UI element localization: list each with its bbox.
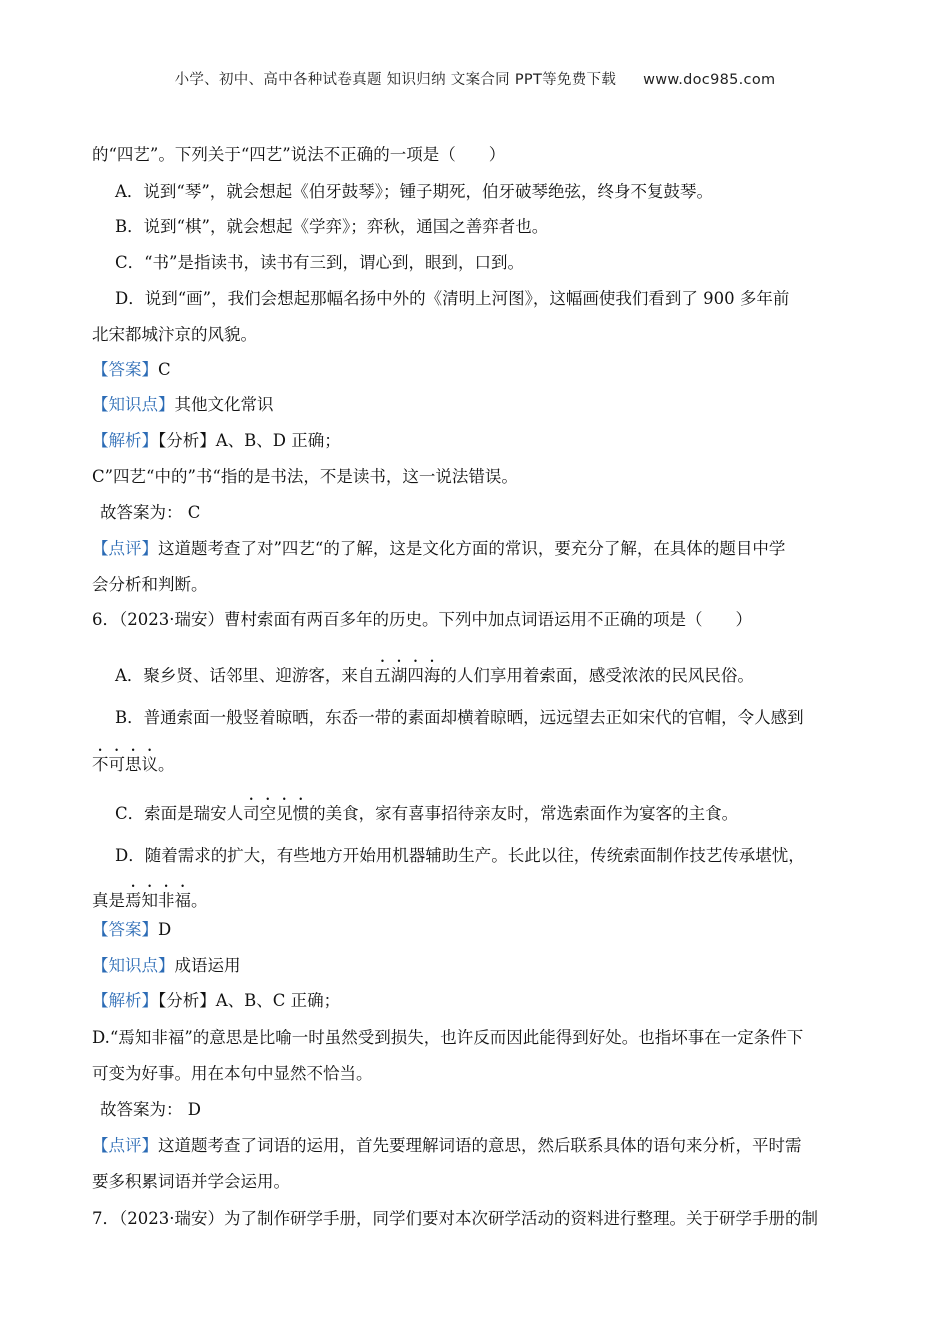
q5-comment-2: 会分析和判断。 [92,575,208,594]
q6-analysis-2: D.“焉知非福”的意思是比喻一时虽然受到损失，也许反而因此能得到好处。也指坏事在一定条件下 [92,1028,804,1047]
q6-option-a [115,657,885,688]
answer-value: D [158,920,172,939]
q6-b-text-end: 。 [158,755,175,774]
q6-option-d: D．随着需求的扩大，有些地方开始用机器辅助生产。长此以往，传统索面制作技艺传承堪忧， [115,846,805,865]
q5-analysis-2: C”四艺“中的”书“指的是书法，不是读书，这一说法错误。 [92,467,518,486]
analysis-text: 【分析】A、B、C 正确； [158,991,341,1010]
q6-d-dotted-word: 焉知非福 [125,891,191,910]
q6-d-text: 真是 [92,891,125,910]
q5-option-d: D．说到“画”，我们会想起那幅名扬中外的《清明上河图》，这幅画使我们看到了 900 多年前 [115,289,790,308]
answer-tag: 【答案】 [92,360,158,379]
header-text: 小学、初中、高中各种试卷真题 知识归纳 文案合同 PPT等免费下载 [174,72,617,88]
q5-comment [92,537,862,561]
q6-option-d-cont [92,882,862,913]
q5-option-b: B．说到“棋”，就会想起《学弈》；弈秋，通国之善弈者也。 [115,217,549,236]
q6-b-dotted-word: 不可思议 [92,755,158,774]
q6-c-text: C．索面是瑞安人 [115,804,244,823]
q7-stem: 7．（2023·瑞安）为了制作研学手册，同学们要对本次研学活动的资料进行整理。关于研学手册的制 [92,1209,818,1228]
analysis-tag: 【解析】 [92,991,158,1010]
q5-analysis [92,429,862,453]
analysis-text: 【分析】A、B、D 正确； [158,431,341,450]
comment-text: 这道题考查了词语的运用，首先要理解词语的意思，然后联系具体的语句来分析，平时需 [158,1136,802,1155]
q6-final-answer: 故答案为： D [100,1100,201,1119]
q6-option-b: B．普通索面一般竖着晾晒，东岙一带的素面却横着晾晒，远远望去正如宋代的官帽，令人感到 [115,708,804,727]
q6-d-text-end: 。 [191,891,208,910]
q6-a-text: A．聚乡贤、话邻里、迎游客，来自 [115,666,375,685]
q6-comment [92,1134,862,1158]
q6-stem: 6．（2023·瑞安）曹村索面有两百多年的历史。下列中加点词语运用不正确的项是（ ） [92,610,752,629]
q5-option-c: C．“书”是指读书，读书有三到，谓心到，眼到，口到。 [115,253,524,272]
header-site[interactable]: www.doc985.com [643,72,776,88]
kp-value: 其他文化常识 [174,395,274,414]
q6-option-b-cont [92,746,862,777]
q6-comment-2: 要多积累词语并学会运用。 [92,1172,290,1191]
q5-stem: 的“四艺”。下列关于“四艺”说法不正确的一项是（ ） [92,145,506,164]
comment-tag: 【点评】 [92,1136,158,1155]
answer-tag: 【答案】 [92,920,158,939]
q6-c-text-end: 的美食，家有喜事招待亲友时，常选索面作为宴客的主食。 [309,804,739,823]
q6-a-dotted-word: 五湖四海 [374,666,441,685]
q6-option-c [115,795,885,826]
comment-tag: 【点评】 [92,539,158,558]
q6-c-dotted-word: 司空见惯 [243,804,310,823]
kp-value: 成语运用 [174,956,241,975]
answer-value: C [158,360,171,379]
q5-knowledge-point [92,393,862,417]
q6-a-text-end: 的人们享用着索面，感受浓浓的民风民俗。 [440,666,754,685]
q5-option-a: A．说到“琴”，就会想起《伯牙鼓琴》；锺子期死，伯牙破琴绝弦，终身不复鼓琴。 [115,182,714,201]
q6-analysis [92,989,862,1013]
kp-tag: 【知识点】 [92,395,175,414]
q5-final-answer: 故答案为： C [100,503,201,522]
page-header [0,68,950,89]
q6-knowledge-point [92,954,862,978]
q6-answer [92,918,862,942]
kp-tag: 【知识点】 [92,956,175,975]
q5-answer [92,358,862,382]
q5-option-d-cont: 北宋都城汴京的风貌。 [92,325,257,344]
comment-text: 这道题考查了对”四艺“的了解，这是文化方面的常识，要充分了解，在具体的题目中学 [158,539,786,558]
q6-analysis-3: 可变为好事。用在本句中显然不恰当。 [92,1064,373,1083]
analysis-tag: 【解析】 [92,431,158,450]
